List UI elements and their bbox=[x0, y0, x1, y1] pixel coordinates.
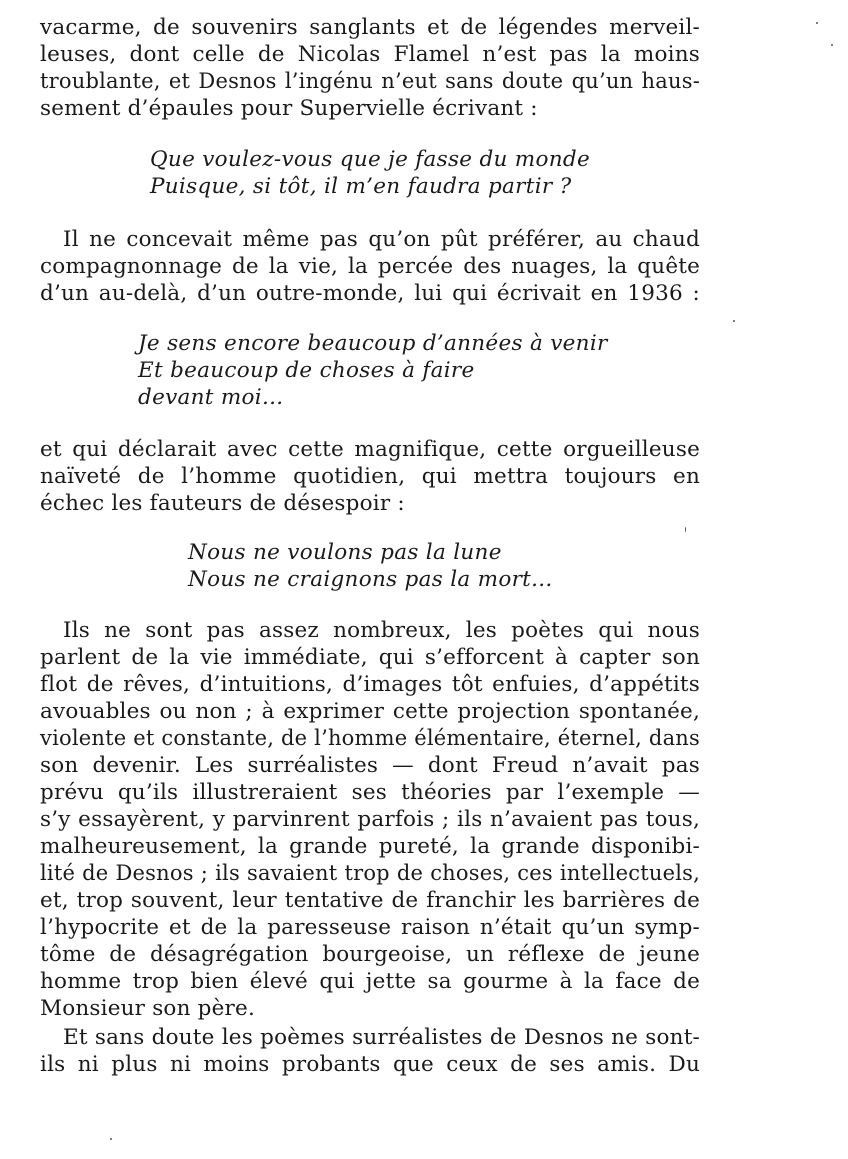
text-line: Il ne concevait même pas qu’on pût préférer, au chaud bbox=[63, 227, 700, 252]
text-line: échec les fauteurs de désespoir : bbox=[40, 491, 405, 516]
text-line: flot de rêves, d’intuitions, d’images tôt enfuies, d’appétits bbox=[40, 672, 700, 697]
text-line: tôme de désagrégation bourgeoise, un réflexe de jeune bbox=[40, 942, 700, 967]
text-line: d’un au-delà, d’un outre-monde, lui qui écrivait en 1936 : bbox=[40, 281, 700, 306]
text-line: leuses, dont celle de Nicolas Flamel n’est pas la moins bbox=[40, 42, 700, 67]
text-line: lité de Desnos ; ils savaient trop de choses, ces intellectuels, bbox=[40, 861, 700, 885]
verse-line: devant moi... bbox=[138, 385, 284, 410]
text-line: et qui déclarait avec cette magnifique, cette orgueilleuse bbox=[40, 437, 700, 462]
text-line: ils ni plus ni moins probants que ceux de ses amis. Du bbox=[40, 1052, 700, 1077]
verse-line: Et beaucoup de choses à faire bbox=[138, 358, 475, 383]
text-line: s’y essayèrent, y parvinrent parfois ; ils n’avaient pas tous, bbox=[40, 807, 700, 832]
text-line: Ils ne sont pas assez nombreux, les poètes qui nous bbox=[63, 618, 700, 643]
text-line: malheureusement, la grande pureté, la grande disponibi- bbox=[40, 834, 700, 859]
text-line: avouables ou non ; à exprimer cette projection spontanée, bbox=[40, 699, 700, 724]
scan-speck bbox=[110, 1138, 112, 1140]
verse-line: Puisque, si tôt, il m’en faudra partir ? bbox=[150, 174, 572, 199]
verse-line: Nous ne craignons pas la mort... bbox=[188, 567, 553, 592]
verse-line: Nous ne voulons pas la lune bbox=[188, 540, 502, 565]
scan-speck bbox=[733, 320, 735, 322]
text-line: son devenir. Les surréalistes — dont Freud n’avait pas bbox=[40, 753, 700, 778]
verse-line: Je sens encore beaucoup d’années à venir bbox=[138, 331, 608, 356]
text-line: naïveté de l’homme quotidien, qui mettra toujours en bbox=[40, 464, 700, 489]
text-line: parlent de la vie immédiate, qui s’efforcent à capter son bbox=[40, 645, 700, 670]
text-line: compagnonnage de la vie, la percée des nuages, la quête bbox=[40, 254, 700, 279]
scan-speck bbox=[831, 44, 833, 46]
text-line: homme trop bien élevé qui jette sa gourme à la face de bbox=[40, 969, 700, 994]
text-line: et, trop souvent, leur tentative de franchir les barrières de bbox=[40, 888, 700, 913]
text-line: sement d’épaules pour Supervielle écrivant : bbox=[40, 96, 538, 121]
text-line: vacarme, de souvenirs sanglants et de légendes merveil- bbox=[40, 15, 700, 40]
scan-speck bbox=[685, 527, 686, 532]
text-line: Et sans doute les poèmes surréalistes de Desnos ne sont- bbox=[63, 1025, 700, 1050]
text-line: troublante, et Desnos l’ingénu n’eut sans doute qu’un haus- bbox=[40, 69, 700, 93]
text-line: Monsieur son père. bbox=[40, 996, 255, 1021]
text-line: l’hypocrite et de la paresseuse raison n’était qu’un symp- bbox=[40, 915, 700, 940]
scan-speck bbox=[816, 22, 818, 24]
verse-line: Que voulez-vous que je fasse du monde bbox=[150, 147, 590, 172]
text-line: prévu qu’ils illustreraient ses théories par l’exemple — bbox=[40, 780, 700, 805]
text-line: violente et constante, de l’homme élémentaire, éternel, dans bbox=[40, 726, 700, 750]
